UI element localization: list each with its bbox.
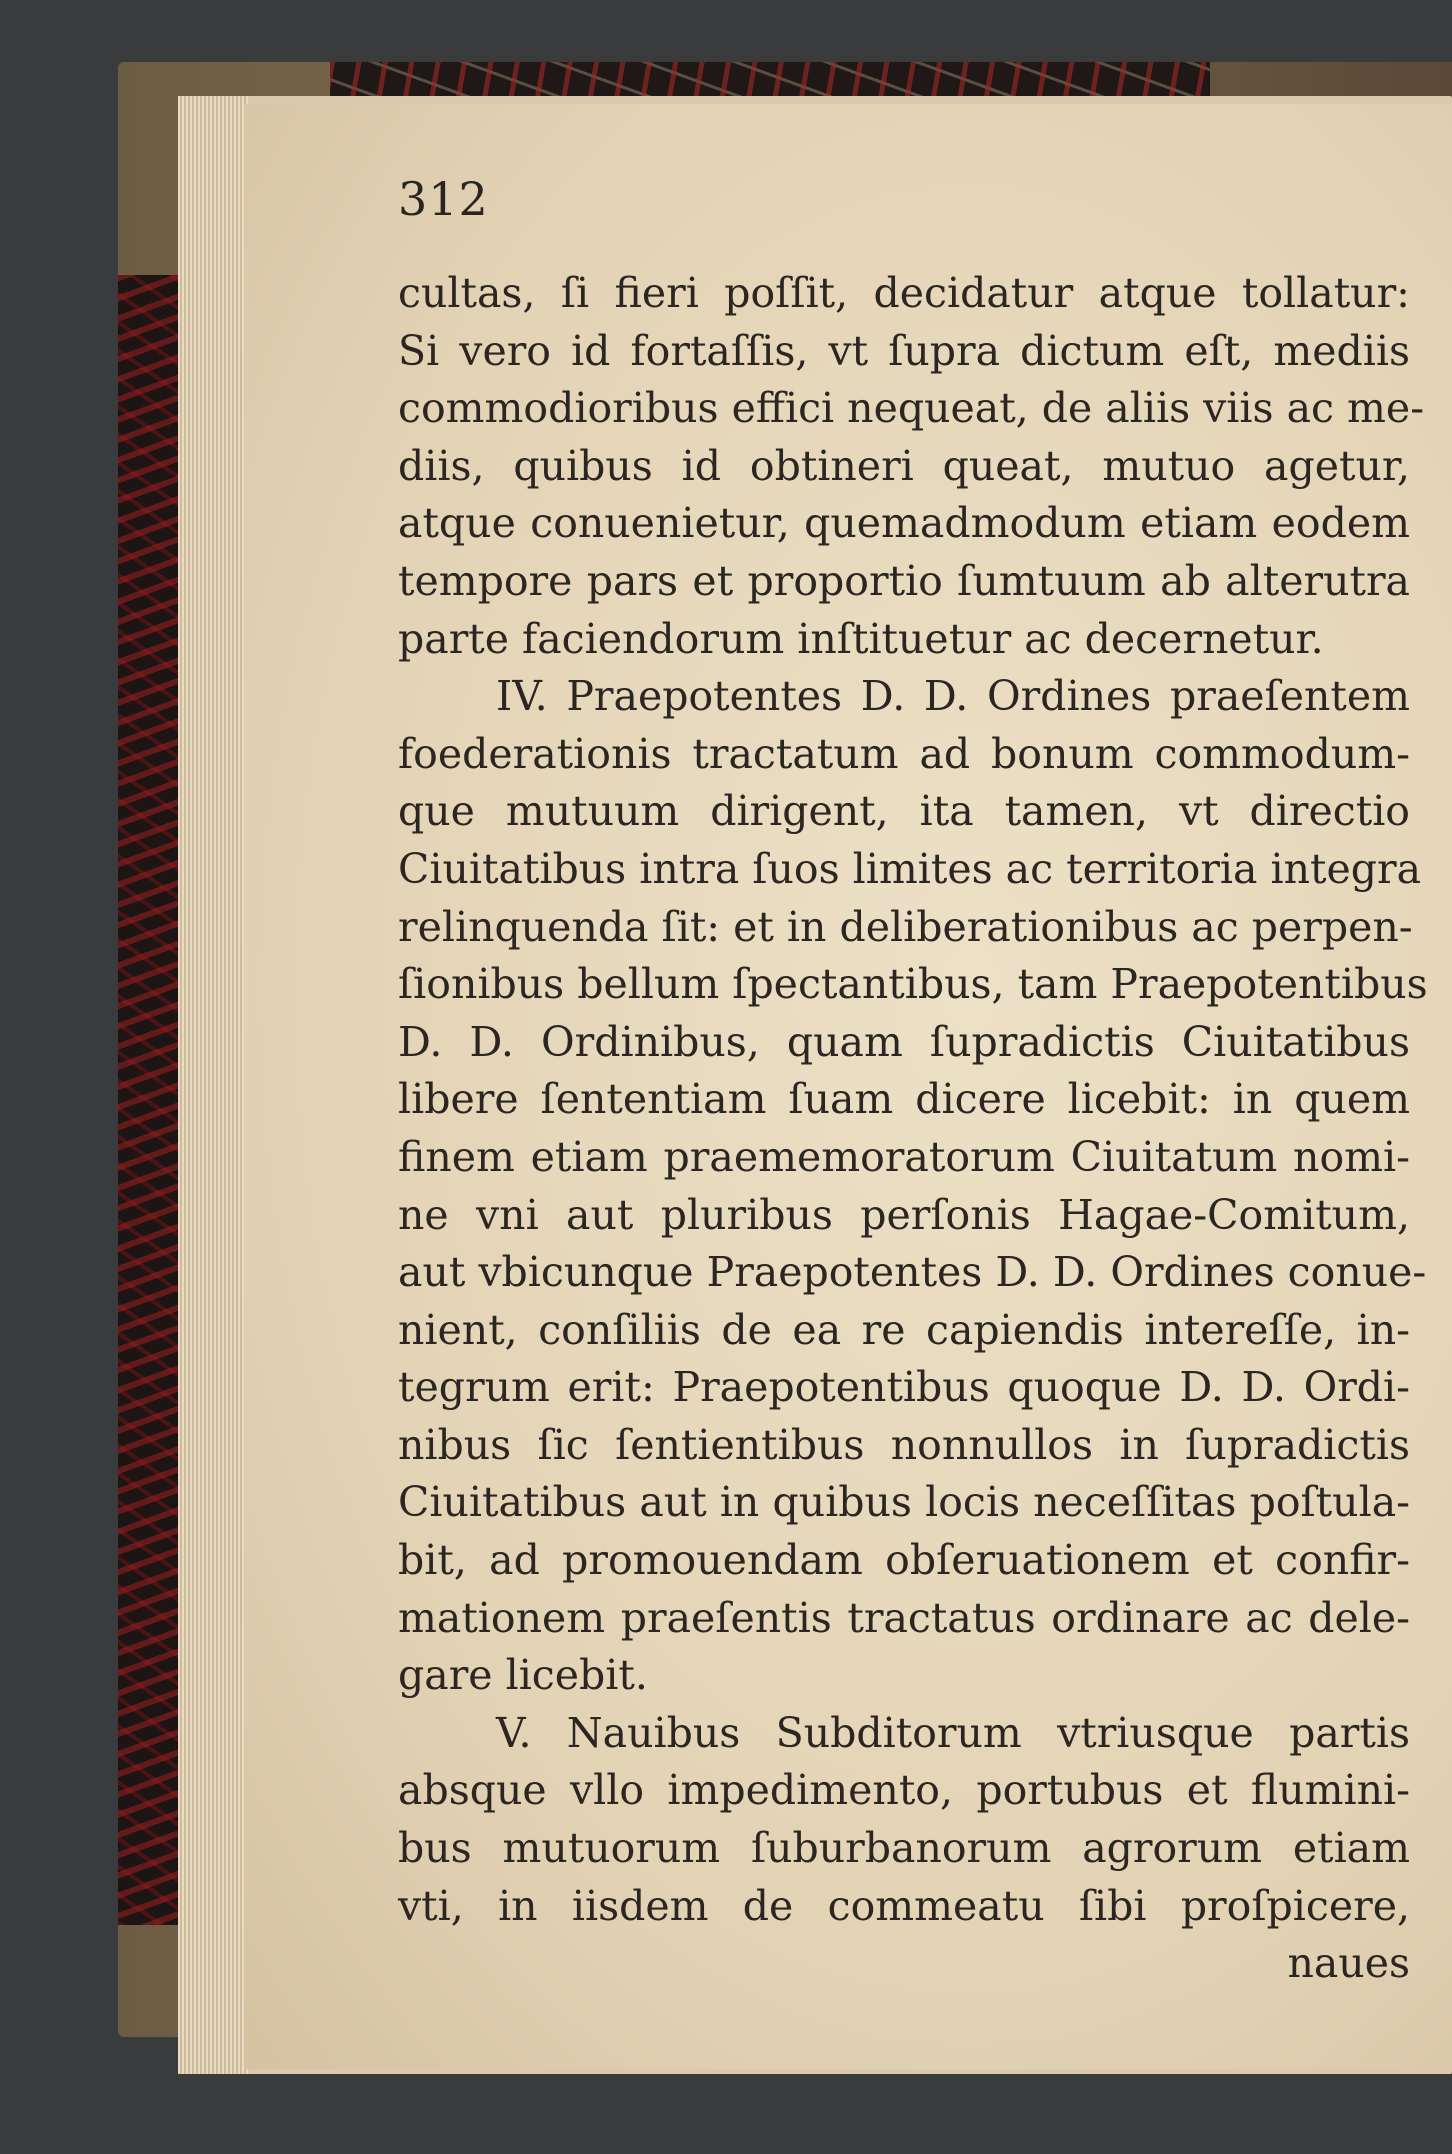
text-line: libere ſententiam ſuam dicere licebit: in quem (398, 1075, 1410, 1124)
text-line: commodioribus effici nequeat, de aliis viis ac me- (398, 384, 1425, 433)
text-line: mationem praeſentis tractatus ordinare ac dele- (398, 1593, 1410, 1642)
text-line: gare licebit. (398, 1651, 648, 1700)
page-stack (178, 96, 248, 2074)
text-line: cultas, ſi fieri poſſit, decidatur atque tollatur: (398, 269, 1410, 317)
page-text (398, 265, 1428, 1993)
text-line: relinquenda ſit: et in deliberationibus ac perpen- (398, 902, 1413, 951)
text-line: vti, in iisdem de commeatu ſibi proſpicere, (398, 1881, 1410, 1930)
text-line: Ciuitatibus intra ſuos limites ac territoria integra (398, 844, 1422, 893)
page-number: 312 (398, 172, 489, 226)
text-line: ne vni aut pluribus perſonis Hagae-Comitum, (398, 1190, 1410, 1239)
text-line: atque conuenietur, quemadmodum etiam eodem (398, 499, 1410, 548)
text-line: finem etiam praememoratorum Ciuitatum nomi- (398, 1132, 1410, 1181)
text-line: parte faciendorum inſtituetur ac decernetur. (398, 614, 1324, 663)
marbled-spine (118, 275, 180, 1925)
text-line: bit, ad promouendam obſeruationem et confir- (398, 1536, 1410, 1585)
text-line: nibus ſic ſentientibus nonnullos in ſupradictis (398, 1420, 1410, 1469)
text-line: tempore pars et proportio ſumtuum ab alterutra (398, 556, 1410, 605)
text-line: absque vllo impedimento, portubus et flumini- (398, 1766, 1410, 1815)
text-line: diis, quibus id obtineri queat, mutuo agetur, (398, 441, 1410, 490)
text-line: D. D. Ordinibus, quam ſupradictis Ciuitatibus (398, 1017, 1410, 1066)
text-line: nient, conſiliis de ea re capiendis intereſſe, in- (398, 1305, 1410, 1354)
text-line: ſionibus bellum ſpectantibus, tam Praepotentibus (398, 960, 1428, 1009)
section-heading-line: IV. Praepotentes D. D. Ordines praeſentem (496, 672, 1410, 721)
text-line: que mutuum dirigent, ita tamen, vt directio (398, 787, 1410, 836)
catchword: naues (1287, 1939, 1410, 1988)
text-line: tegrum erit: Praepotentibus quoque D. D. Ordi- (398, 1363, 1410, 1412)
text-line: aut vbicunque Praepotentes D. D. Ordines conue- (398, 1248, 1427, 1297)
text-line: Ciuitatibus aut in quibus locis neceſſitas poſtula- (398, 1478, 1410, 1527)
section-heading-line: V. Nauibus Subditorum vtriusque partis (496, 1708, 1410, 1757)
text-line: foederationis tractatum ad bonum commodum- (398, 729, 1410, 778)
text-line: bus mutuorum ſuburbanorum agrorum etiam (398, 1824, 1410, 1873)
text-line: Si vero id fortaſſis, vt ſupra dictum eſt, mediis (398, 326, 1410, 375)
